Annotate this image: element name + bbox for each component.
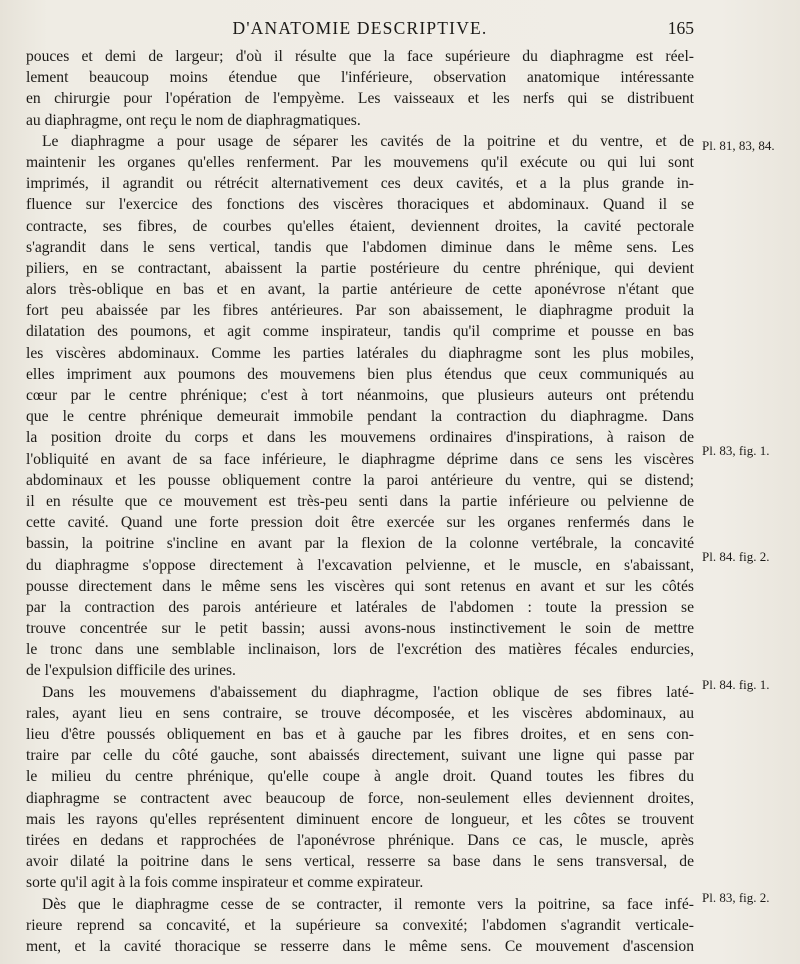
text-line: pousse directement dans le même sens les viscères qui sont retenus en avant et sur les côtés [26, 577, 694, 595]
text-line: contracte, ses fibres, de courbes qu'elles étaient, deviennent droites, la cavité pectorale [26, 217, 694, 235]
text-line: le milieu du centre phrénique, qu'elle coupe à angle droit. Quand toutes les fibres du [26, 768, 694, 786]
text-line: piliers, en se contractant, abaissent la partie postérieure du centre phrénique, qui devient [26, 259, 694, 277]
text-line: bassin, la poitrine s'incline en avant par la flexion de la colonne vertébrale, la concavité [26, 535, 694, 553]
text-line: imprimés, il agrandit ou rétrécit alternativement ces deux cavités, et a la plus grande in- [26, 175, 694, 193]
text-line: en chirurgie pour l'opération de l'empyème. Les vaisseaux et les nerfs qui se distribuent [26, 90, 694, 108]
text-line: les viscères abdominaux. Comme les parties latérales du diaphragme sont les plus mobiles, [26, 344, 694, 362]
page-header [26, 14, 694, 42]
margin-note-plate-ref: Pl. 84. fig. 2. [702, 549, 770, 564]
text-line: cette cavité. Quand une forte pression doit être exercée sur les organes renfermés dans le [26, 514, 694, 532]
text-line: fluence sur l'exercice des fonctions des viscères thoraciques et abdominaux. Quand il se [26, 196, 694, 214]
text-line: rieure reprend sa concavité, et la supérieure sa convexité; l'abdomen s'agrandit verticale- [26, 916, 694, 934]
margin-note-plate-ref: Pl. 83, fig. 1. [702, 443, 770, 458]
text-line: cœur par le centre phrénique; c'est à tort néanmoins, que plusieurs auteurs ont prétendu [26, 387, 694, 404]
text-line: abdominaux et les pousse obliquement contre la paroi antérieure du ventre, qui se distend; [26, 471, 694, 489]
text-line: maintenir les organes qu'elles renferment. Par les mouvemens qu'il exécute ou qui lui sont [26, 153, 694, 171]
text-line: mais les rayons qu'elles représentent diminuent encore de longueur, et les côtes se trouvent [26, 810, 694, 828]
text-line: Dans les mouvemens d'abaissement du diaphragme, l'action oblique de ses fibres laté- [42, 683, 694, 701]
text-line: trouve concentrée sur le petit bassin; aussi avons-nous instinctivement le soin de mettre [26, 620, 694, 638]
text-line: la position droite du corps et dans les mouvemens ordinaires d'inspirations, à raison de [26, 429, 694, 447]
text-line: tirées en dedans et rapprochées de l'aponévrose phrénique. Dans ce cas, le muscle, après [26, 831, 694, 849]
text-line: ment, et la cavité thoracique se resserre dans le même sens. Ce mouvement d'ascension [26, 937, 694, 955]
text-line: que le centre phrénique demeurait immobile pendant la contraction du diaphragme. Dans [26, 408, 694, 426]
text-line: avoir dilaté la poitrine dans le sens vertical, resserre sa base dans le sens transversal, de [26, 853, 694, 871]
text-line: lement beaucoup moins étendue que l'inférieure, observation anatomique intéressante [26, 69, 694, 87]
text-line: rales, ayant lieu en sens contraire, se trouve décomposée, et les viscères abdominaux, au [26, 704, 694, 722]
text-line: il en résulte que ce mouvement est très-peu senti dans la partie inférieure ou pelvienne de [26, 492, 694, 510]
text-line: dilatation des poumons, et agit comme inspirateur, tandis qu'il comprime et pousse en bas [26, 323, 694, 341]
text-line: alors très-oblique en bas et en avant, la partie antérieure de cette aponévrose n'étant que [26, 281, 694, 299]
page-number: 165 [667, 18, 694, 38]
text-line: s'agrandit dans le sens vertical, tandis que l'abdomen diminue dans le même sens. Les [26, 238, 694, 256]
text-line: elles impriment aux poumons des mouvemens bien plus étendus que ceux communiqués au [26, 365, 694, 383]
running-title: D'ANATOMIE DESCRIPTIVE. [232, 18, 488, 38]
text-line: l'obliquité en avant de sa face inférieure, le diaphragme déprime dans ce sens les viscères [26, 450, 694, 468]
text-line: au diaphragme, ont reçu le nom de diaphragmatiques. [26, 111, 361, 129]
text-line: diaphragme se contractent avec beaucoup de force, non-seulement elles deviennent droites, [26, 789, 694, 807]
margin-note-plate-ref: Pl. 84. fig. 1. [702, 677, 770, 692]
text-line: lieu d'être poussés obliquement en bas et à gauche par les fibres droites, et en sens con- [26, 726, 694, 743]
text-line: de l'expulsion difficile des urines. [26, 662, 236, 680]
text-line: par la contraction des parois antérieure et latérales de l'abdomen : toute la pression se [26, 598, 694, 616]
text-line: le tronc dans une semblable inclinaison, lors de l'excrétion des matières fécales endurcies, [26, 641, 694, 659]
text-line: pouces et demi de largeur; d'où il résulte que la face supérieure du diaphragme est réel- [26, 48, 694, 65]
text-line: Le diaphragme a pour usage de séparer les cavités de la poitrine et du ventre, et de [42, 132, 694, 150]
text-line: fort peu abaissée par les fibres antérieures. Par son abaissement, le diaphragme produit la [26, 302, 694, 320]
text-line: Dès que le diaphragme cesse de se contracter, il remonte vers la poitrine, sa face infé- [42, 895, 694, 913]
text-line: du diaphragme s'oppose directement à l'excavation pelvienne, et le muscle, en s'abaissant, [26, 556, 694, 574]
text-line: traire par celle du côté gauche, sont abaissés directement, suivant une ligne qui passe par [26, 747, 694, 765]
margin-note-plate-ref: Pl. 83, fig. 2. [702, 890, 770, 905]
body-text [26, 46, 694, 957]
text-line: sorte qu'il agit à la fois comme inspirateur et comme expirateur. [26, 874, 424, 892]
margin-note-plate-ref: Pl. 81, 83, 84. [702, 138, 775, 153]
